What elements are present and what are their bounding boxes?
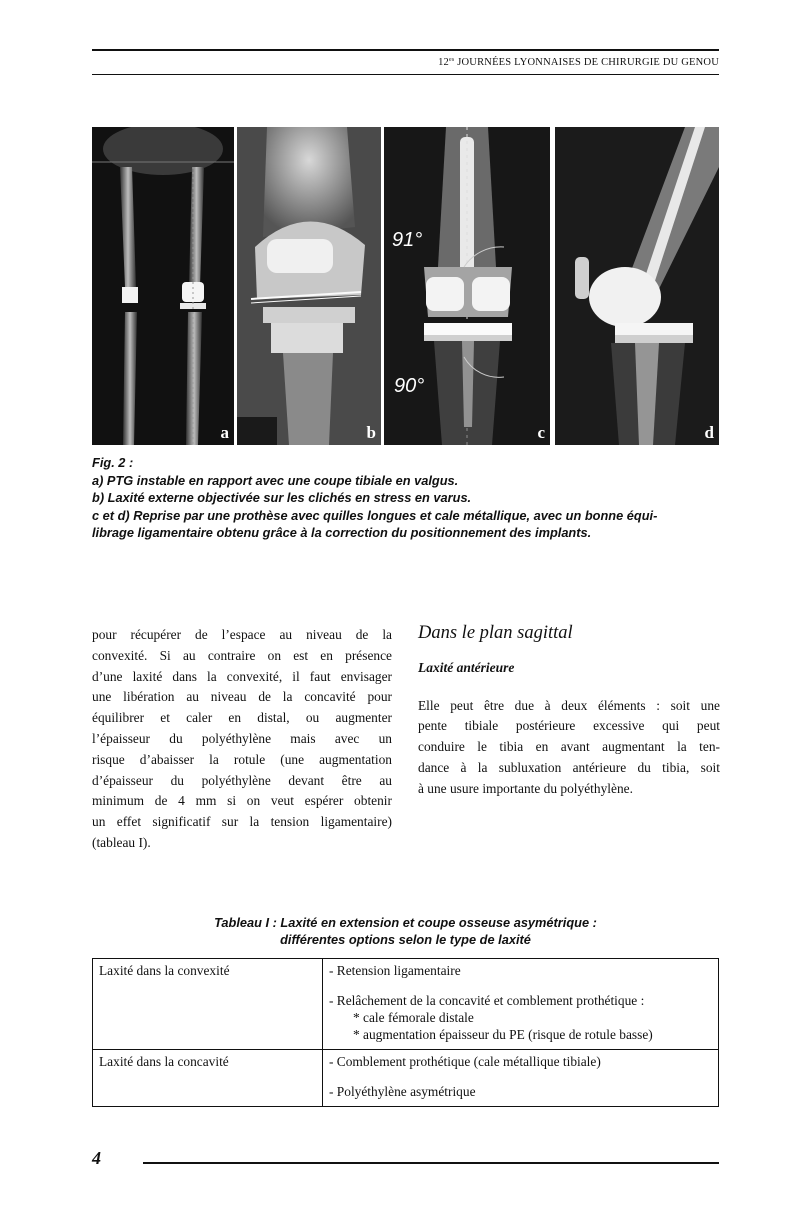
text-line: Elle peut être due à deux éléments : soit une [418,697,720,713]
sub-option-line: * cale fémorale distale [353,1010,474,1025]
text-line: conduire le tibia en avant augmentant la ten- [418,739,720,755]
figure-panel-c [384,127,550,445]
sub-option-line: * augmentation épaisseur du PE (risque de rotule basse) [353,1027,653,1042]
section-title: Dans le plan sagittal [418,623,573,643]
option-line: - Comblement prothétique (cale métallique tibiale) [329,1054,601,1069]
option-line: - Polyéthylène asymétrique [329,1084,476,1099]
text-line: risque d’abaisser la rotule (une augmentation [92,751,392,767]
xray-full-leg-image [92,127,234,445]
panel-label-b: b [366,423,376,442]
text-line: pente tibiale postérieure excessive qui peut [418,718,720,734]
text-line: minimum de 4 mm si on veut espérer obtenir [92,793,392,809]
text-line: dance à la subluxation antérieure du tibia, soit [418,759,720,775]
figure-caption [92,454,722,542]
text-line: équilibrer et caler en distal, ou augmenter [92,710,392,726]
option-line: - Retension ligamentaire [329,963,461,978]
xray-knee-stress-image [237,127,381,445]
text-line: (tableau I). [92,834,151,850]
caption-line: c et d) Reprise par une prothèse avec quilles longues et cale métallique, avec un bonne équi- [92,507,658,523]
text-line: d’une laxité dans la convexité, il faut envisager [92,668,392,684]
table-row [93,1050,719,1107]
text-line: une libération au niveau de la concavité pour [92,689,392,705]
table-row [93,959,719,1050]
header-rule-top [92,49,719,51]
xray-knee-revision-lateral-image [555,127,719,445]
header-prefix: 12 [438,57,449,68]
header-rest: JOURNÉES LYONNAISES DE CHIRURGIE DU GENOU [454,57,719,68]
table-title [92,915,719,948]
footer-rule [143,1162,719,1164]
right-column [418,623,720,800]
left-column-text [92,625,392,854]
caption-line: Fig. 2 : [92,455,134,470]
figure-panel-b [237,127,381,445]
figure-panel-d [555,127,719,445]
subsection-title: Laxité antérieure [418,659,515,675]
caption-line: b) Laxité externe objectivée sur les clichés en stress en varus. [92,490,472,505]
page-number: 4 [92,1148,101,1168]
angle-label-bottom: 90° [394,375,425,397]
table-cell-options [323,959,719,1050]
text-line: pour récupérer de l’espace au niveau de la [92,627,392,642]
text-line: d’épaisseur du polyéthylène devant être au [92,772,392,788]
header-sup: es [449,57,455,63]
panel-label-c: c [537,423,545,442]
caption-line: a) PTG instable en rapport avec une coupe tibiale en valgus. [92,472,459,488]
panel-label-d: d [704,423,714,442]
header-rule-bottom [92,74,719,75]
caption-line: librage ligamentaire obtenu grâce à la correction du positionnement des implants. [92,525,592,540]
right-column-paragraph [418,696,720,800]
table-cell-options [323,1050,719,1107]
text-line: un effet significatif sur la tension ligamentaire) [92,814,392,830]
table-title-line: différentes options selon le type de laxité [280,931,531,947]
panel-label-a: a [220,423,229,442]
text-line: convexité. Si au contraire on est en présence [92,647,392,663]
table-cell-condition: Laxité dans la concavité [93,1050,323,1107]
option-line: - Relâchement de la concavité et comblement prothétique : [329,993,645,1008]
running-header [438,57,719,68]
figure-panel-a [92,127,234,445]
angle-label-top: 91° [392,229,423,251]
text-line: l’épaisseur du polyéthylène mais avec un [92,730,392,746]
laxity-options-table [92,958,719,1107]
table-title-line: Tableau I : Laxité en extension et coupe osseuse asymétrique : [214,915,597,930]
table-cell-condition: Laxité dans la convexité [93,959,323,1050]
text-line: à une usure importante du polyéthylène. [418,780,633,796]
